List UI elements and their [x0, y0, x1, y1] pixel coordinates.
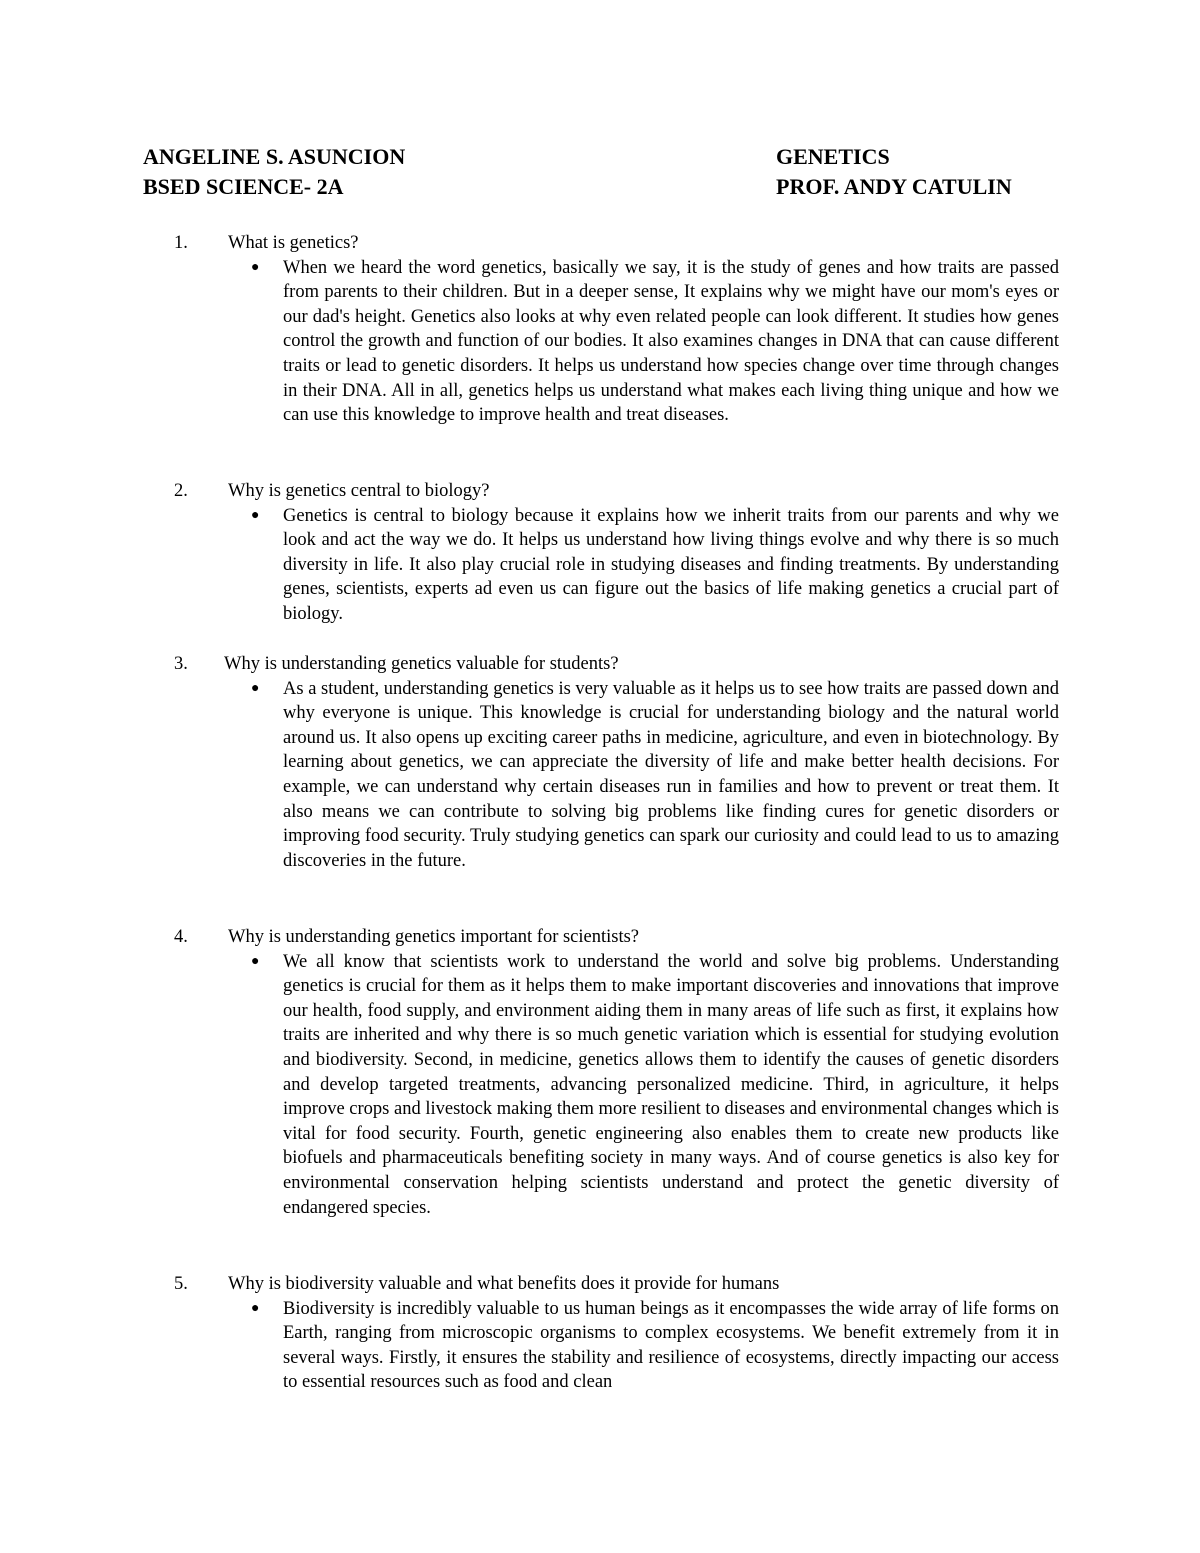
course-info [776, 142, 1012, 202]
answer-text: We all know that scientists work to understand the world and solve big problems. Understanding genetics is crucial for them as it helps them to make important discoveries and innovations that improve our health, food supply, and environment aiding them in many areas of life such as first, it explains how traits are inherited and why there is so much genetic variation which is essential for studying evolution and biodiversity. Second, in medicine, genetics allows them to identify the causes of genetic disorders and develop targeted treatments, advancing personalized medicine. Third, in agriculture, it helps improve crops and livestock making them more resilient to diseases and environmental changes which is vital for food security. Fourth, genetic engineering also enables them to create new products like biofuels and pharmaceuticals benefiting society in many ways. And of course genetics is also key for environmental conservation helping scientists understand and protect the genetic diversity of endangered species. [283, 951, 1059, 1218]
question-number: 5. [174, 1274, 188, 1294]
subject-title: GENETICS [776, 144, 890, 169]
question-number: 1. [174, 233, 188, 253]
professor-name: PROF. ANDY CATULIN [776, 174, 1012, 199]
bullet-icon: ● [251, 680, 260, 696]
bullet-icon: ● [251, 507, 260, 523]
answer-text: Genetics is central to biology because it explains how we inherit traits from our parents and why we look and act the way we do. It helps us understand how living things evolve and why there is so much diversity in life. It also play crucial role in studying diseases and finding treatments. By understanding genes, scientists, experts ad even us can figure out the basics of life making genetics a crucial part of biology. [283, 505, 1059, 624]
student-info [143, 142, 405, 202]
question-text: Why is genetics central to biology? [228, 481, 490, 501]
student-name: ANGELINE S. ASUNCION [143, 144, 406, 169]
question-text: Why is understanding genetics important for scientists? [228, 927, 640, 947]
answer-text: Biodiversity is incredibly valuable to us human beings as it encompasses the wide array of life forms on Earth, ranging from microscopic organisms to complex ecosystems. We benefit extremely from it in several ways. Firstly, it ensures the stability and resilience of ecosystems, directly impacting our access to essential resources such as food and clean [283, 1298, 1059, 1393]
answer-text: When we heard the word genetics, basically we say, it is the study of genes and how traits are passed from parents to their children. But in a deeper sense, It explains why we might have our mom's eyes or our dad's height. Genetics also looks at why even related people can look different. It studies how genes control the growth and function of our bodies. It also examines changes in DNA that can cause different traits or lead to genetic disorders. It helps us understand how species change over time through changes in their DNA. All in all, genetics helps us understand what makes each living thing unique and how we can use this knowledge to improve health and treat diseases. [283, 257, 1059, 426]
bullet-icon: ● [251, 259, 260, 275]
question-text: Why is biodiversity valuable and what benefits does it provide for humans [228, 1274, 780, 1294]
question-number: 3. [174, 654, 188, 674]
student-section: BSED SCIENCE- 2A [143, 174, 344, 199]
question-text: What is genetics? [228, 233, 359, 253]
answer-text: As a student, understanding genetics is very valuable as it helps us to see how traits are passed down and why everyone is unique. This knowledge is crucial for understanding biology and the natural world around us. It also opens up exciting career paths in medicine, agriculture, and even in biotechnology. By learning about genetics, we can appreciate the diversity of life and make better health decisions. For example, we can understand why certain diseases run in families and how to prevent or treat them. It also means we can contribute to solving big problems like finding cures for genetic disorders or improving food security. Truly studying genetics can spark our curiosity and could lead to us to amazing discoveries in the future. [283, 678, 1059, 871]
question-number: 4. [174, 927, 188, 947]
question-number: 2. [174, 481, 188, 501]
bullet-icon: ● [251, 953, 260, 969]
question-text: Why is understanding genetics valuable for students? [224, 654, 619, 674]
bullet-icon: ● [251, 1300, 260, 1316]
